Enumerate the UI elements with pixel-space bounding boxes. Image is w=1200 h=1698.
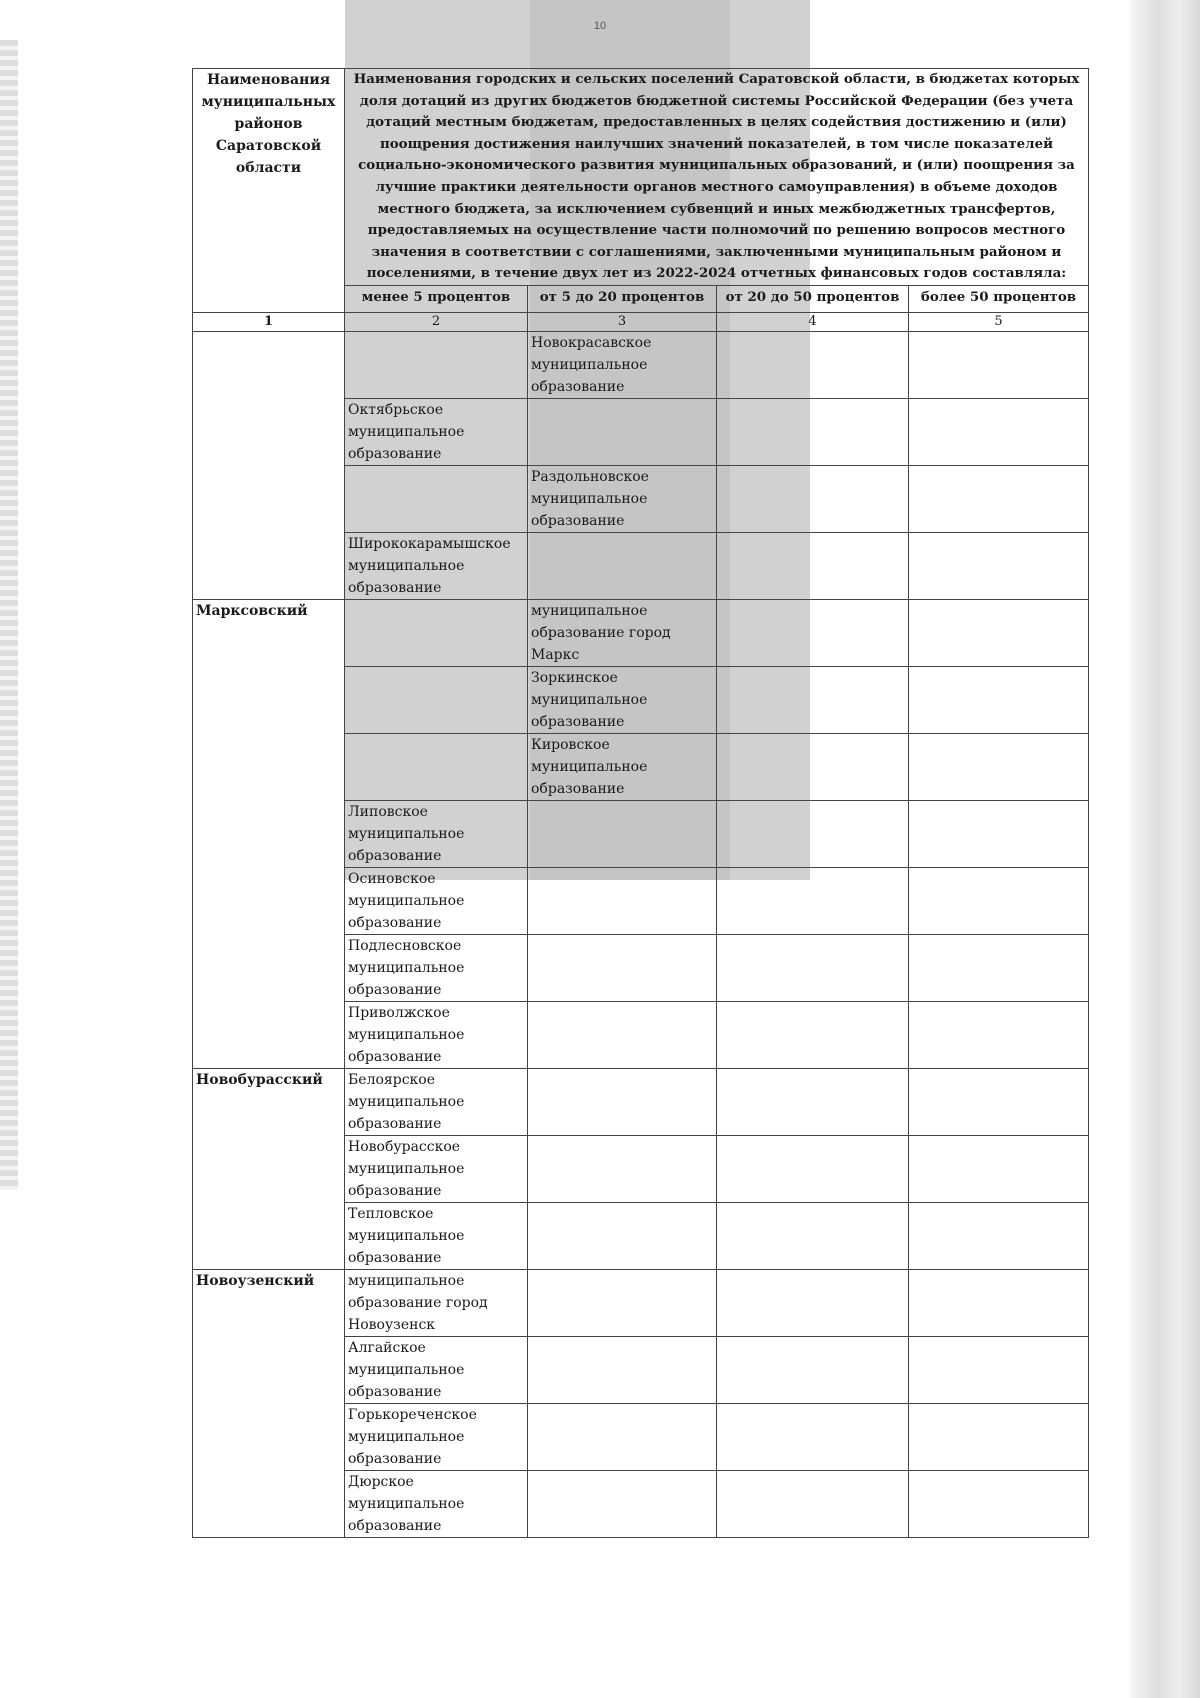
settlement-cell bbox=[528, 1202, 717, 1269]
settlement-cell bbox=[528, 398, 717, 465]
settlement-cell bbox=[909, 1269, 1089, 1336]
settlement-cell bbox=[717, 331, 909, 398]
settlement-cell bbox=[909, 666, 1089, 733]
header-settlements: Наименования городских и сельских поселений Саратовской области, в бюджетах которых доля дотаций из других бюджетов бюджетной системы Российской Федерации (без учета дотаций местным бюджетам, предоставленных в целях содействия достижению и (или) поощрения достижения наилучших значений показателей, в том числе показателей социально-экономического развития муниципальных образований, и (или) поощрения за лучшие практики деятельности органов местного самоуправления) в объеме доходов местного бюджета, за исключением субвенций и иных межбюджетных трансфертов, предоставляемых на осуществление части полномочий по решению вопросов местного значения в соответствии с соглашениями, заключенными муниципальным районом и поселениями, в течение двух лет из 2022-2024 отчетных финансовых годов составляла: bbox=[345, 69, 1089, 286]
settlement-cell bbox=[717, 733, 909, 800]
settlement-cell: Новобурасское муниципальное образование bbox=[345, 1135, 528, 1202]
column-number: 5 bbox=[909, 312, 1089, 331]
settlement-cell bbox=[717, 1135, 909, 1202]
table-row bbox=[193, 599, 1089, 666]
settlement-cell bbox=[909, 733, 1089, 800]
subheader-lt5: менее 5 процентов bbox=[345, 285, 528, 312]
settlement-cell bbox=[528, 1336, 717, 1403]
scan-right-edge bbox=[1130, 0, 1200, 1698]
settlement-cell bbox=[345, 465, 528, 532]
settlement-cell bbox=[717, 398, 909, 465]
settlement-cell: Осиновское муниципальное образование bbox=[345, 867, 528, 934]
settlement-cell: Тепловское муниципальное образование bbox=[345, 1202, 528, 1269]
settlement-cell bbox=[717, 532, 909, 599]
settlement-cell bbox=[717, 800, 909, 867]
settlement-cell: Новокрасавское муниципальное образование bbox=[528, 331, 717, 398]
column-number: 3 bbox=[528, 312, 717, 331]
header-districts: Наименования муниципальных районов Саратовской области bbox=[193, 69, 345, 313]
settlement-cell bbox=[717, 1470, 909, 1537]
settlement-cell: Октябрьское муниципальное образование bbox=[345, 398, 528, 465]
table-row bbox=[193, 1068, 1089, 1135]
column-number: 4 bbox=[717, 312, 909, 331]
table-row bbox=[193, 331, 1089, 398]
settlement-cell bbox=[909, 331, 1089, 398]
page-number: 10 bbox=[593, 20, 607, 32]
settlement-cell bbox=[909, 398, 1089, 465]
settlements-table bbox=[192, 68, 1089, 1538]
subheader-20-50: от 20 до 50 процентов bbox=[717, 285, 909, 312]
settlement-cell: Ширококарамышское муниципальное образование bbox=[345, 532, 528, 599]
subheader-5-20: от 5 до 20 процентов bbox=[528, 285, 717, 312]
settlement-cell bbox=[717, 934, 909, 1001]
column-number: 2 bbox=[345, 312, 528, 331]
settlement-cell: Раздольновское муниципальное образование bbox=[528, 465, 717, 532]
settlement-cell: Алгайское муниципальное образование bbox=[345, 1336, 528, 1403]
settlement-cell bbox=[909, 465, 1089, 532]
settlement-cell: Белоярское муниципальное образование bbox=[345, 1068, 528, 1135]
settlement-cell: муниципальное образование город Маркс bbox=[528, 599, 717, 666]
settlement-cell bbox=[909, 1068, 1089, 1135]
settlement-cell bbox=[717, 1269, 909, 1336]
settlement-cell bbox=[345, 599, 528, 666]
settlement-cell: Горькореченское муниципальное образование bbox=[345, 1403, 528, 1470]
settlement-cell bbox=[717, 599, 909, 666]
settlement-cell bbox=[717, 465, 909, 532]
settlement-cell bbox=[717, 867, 909, 934]
settlement-cell bbox=[909, 1336, 1089, 1403]
settlement-cell bbox=[909, 532, 1089, 599]
district-cell bbox=[193, 331, 345, 599]
column-numbers-row bbox=[193, 312, 1089, 331]
settlement-cell bbox=[909, 1202, 1089, 1269]
settlement-cell bbox=[528, 1403, 717, 1470]
district-cell: Новобурасский bbox=[193, 1068, 345, 1269]
settlement-cell bbox=[528, 1068, 717, 1135]
settlement-cell bbox=[909, 1135, 1089, 1202]
settlement-cell: Кировское муниципальное образование bbox=[528, 733, 717, 800]
settlement-cell bbox=[717, 1202, 909, 1269]
settlement-cell bbox=[528, 934, 717, 1001]
settlement-cell bbox=[909, 867, 1089, 934]
settlement-cell bbox=[717, 1068, 909, 1135]
district-cell: Марксовский bbox=[193, 599, 345, 1068]
settlement-cell bbox=[909, 1403, 1089, 1470]
settlement-cell bbox=[528, 800, 717, 867]
settlement-cell: Приволжское муниципальное образование bbox=[345, 1001, 528, 1068]
settlement-cell bbox=[528, 867, 717, 934]
settlement-cell: Подлесновское муниципальное образование bbox=[345, 934, 528, 1001]
settlement-cell bbox=[909, 934, 1089, 1001]
subheader-gt50: более 50 процентов bbox=[909, 285, 1089, 312]
column-number: 1 bbox=[193, 312, 345, 331]
settlement-cell bbox=[717, 1336, 909, 1403]
settlement-cell: муниципальное образование город Новоузенск bbox=[345, 1269, 528, 1336]
settlement-cell bbox=[909, 800, 1089, 867]
table-row bbox=[193, 1269, 1089, 1336]
settlement-cell bbox=[909, 1001, 1089, 1068]
settlement-cell bbox=[909, 599, 1089, 666]
settlement-cell bbox=[345, 666, 528, 733]
settlement-cell bbox=[528, 532, 717, 599]
settlement-cell bbox=[717, 1403, 909, 1470]
settlement-cell: Зоркинское муниципальное образование bbox=[528, 666, 717, 733]
settlement-cell bbox=[717, 1001, 909, 1068]
settlement-cell bbox=[717, 666, 909, 733]
settlement-cell: Дюрское муниципальное образование bbox=[345, 1470, 528, 1537]
settlement-cell: Липовское муниципальное образование bbox=[345, 800, 528, 867]
district-cell: Новоузенский bbox=[193, 1269, 345, 1537]
scan-left-edge bbox=[0, 40, 18, 1190]
settlement-cell bbox=[909, 1470, 1089, 1537]
settlement-cell bbox=[528, 1470, 717, 1537]
settlement-cell bbox=[528, 1135, 717, 1202]
settlement-cell bbox=[345, 331, 528, 398]
settlement-cell bbox=[528, 1269, 717, 1336]
settlement-cell bbox=[528, 1001, 717, 1068]
settlement-cell bbox=[345, 733, 528, 800]
